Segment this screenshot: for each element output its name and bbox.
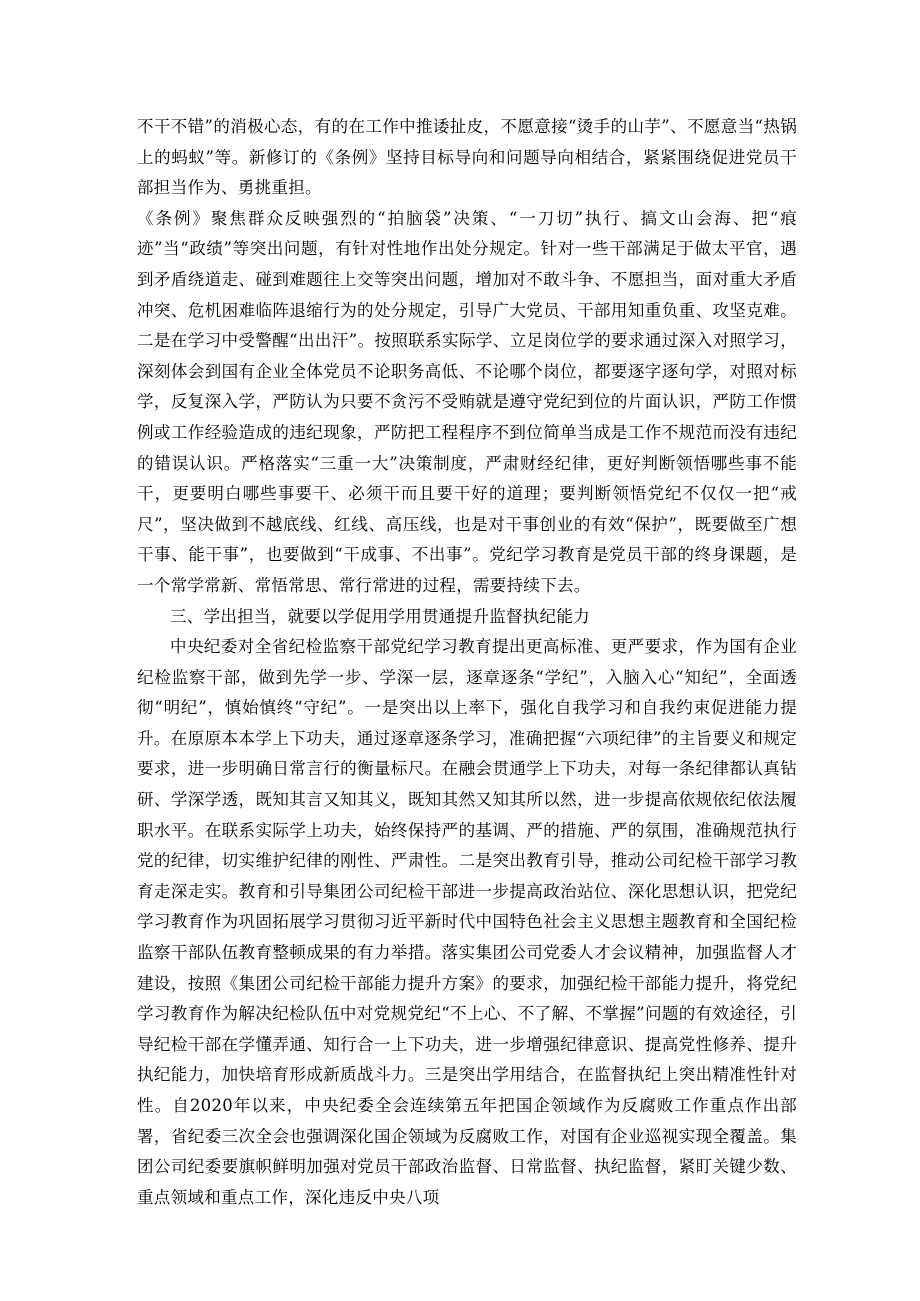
paragraph-regulations: 《条例》聚焦群众反映强烈的“拍脑袋”决策、“一刀切”执行、搞文山会海、把“痕迹”当“政绩”等突出问题，有针对性地作出处分规定。针对一些干部满足于做太平官，遇到矛盾绕道走、碰到难题往上交等突出问题，增加对不敢斗争、不愿担当，面对重大矛盾冲突、危机困难临阵退缩行为的处分规定，引导广大党员、干部用知重负重、攻坚克难。二是在学习中受警醒“出出汗”。按照联系实际学、立足岗位学的要求通过深入对照学习，深刻体会到国有企业全体党员不论职务高低、不论哪个岗位，都要逐字逐句学，对照对标学，反复深入学，严防认为只要不贪污不受贿就是遵守党纪到位的片面认识，严防工作惯例或工作经验造成的违纪现象，严防把工程程序不到位简单当成是工作不规范而没有违纪的错误认识。严格落实“三重一大”决策制度，严肃财经纪律，更好判断领悟哪些事不能干，更要明白哪些事要干、必须干而且要干好的道理；要判断领悟党纪不仅仅一把“戒尺”，坚决做到不越底线、红线、高压线，也是对干事创业的有效“保护”，既要做至广想干事、能干事”，也要做到“干成事、不出事”。党纪学习教育是党员干部的终身课题，是一个常学常新、常悟常思、常行常进的过程，需要持续下去。 <box>137 208 797 595</box>
section-heading-3: 三、学出担当，就要以学促用学用贯通提升监督执纪能力 <box>170 606 590 626</box>
document-page <box>137 112 797 1213</box>
paragraph-section-3-body: 中央纪委对全省纪检监察干部党纪学习教育提出更高标准、更严要求，作为国有企业纪检监察干部，做到先学一步、学深一层，逐章逐条“学纪”，入脑入心“知纪”，全面透彻“明纪”，慎始慎终“守纪”。一是突出以上率下，强化自我学习和自我约束促进能力提升。在原原本本学上下功夫，通过逐章逐条学习，准确把握“六项纪律”的主旨要义和规定要求，进一步明确日常言行的衡量标尺。在融会贯通学上下功夫，对每一条纪律都认真钻研、学深学透，既知其言又知其义，既知其然又知其所以然，进一步提高依规依纪依法履职水平。在联系实际学上功夫，始终保持严的基调、严的措施、严的氛围，准确规范执行党的纪律，切实维护纪律的刚性、严肃性。二是突出教育引导，推动公司纪检干部学习教育走深走实。教育和引导集团公司纪检干部进一步提高政治站位、深化思想认识，把党纪学习教育作为巩固拓展学习贯彻习近平新时代中国特色社会主义思想主题教育和全国纪检监察干部队伍教育整顿成果的有力举措。落实集团公司党委人才会议精神，加强监督人才建设，按照《集团公司纪检干部能力提升方案》的要求，加强纪检干部能力提升，将党纪学习教育作为解决纪检队伍中对党规党纪“不上心、不了解、不掌握”问题的有效途径，引导纪检干部在学懂弄通、知行合一上下功夫，进一步增强纪律意识、提高党性修养、提升执纪能力，加快培育形成新质战斗力。三是突出学用结合，在监督执纪上突出精准性针对性。自2020年以来，中央纪委全会连续第五年把国企领域作为反腐败工作重点作出部署，省纪委三次全会也强调深化国企领域为反腐败工作，对国有企业巡视实现全覆盖。集团公司纪委要旗帜鲜明加强对党员干部政治监督、日常监督、执纪监督，紧盯关键少数、重点领域和重点工作，深化违反中央八项 <box>137 637 797 1207</box>
paragraph-continuation: 不干不错”的消极心态，有的在工作中推诿扯皮，不愿意接“烫手的山芋”、不愿意当“热锅上的蚂蚁”等。新修订的《条例》坚持目标导向和问题导向相结合，紧紧围绕促进党员干部担当作为、勇挑重担。 <box>137 117 797 198</box>
